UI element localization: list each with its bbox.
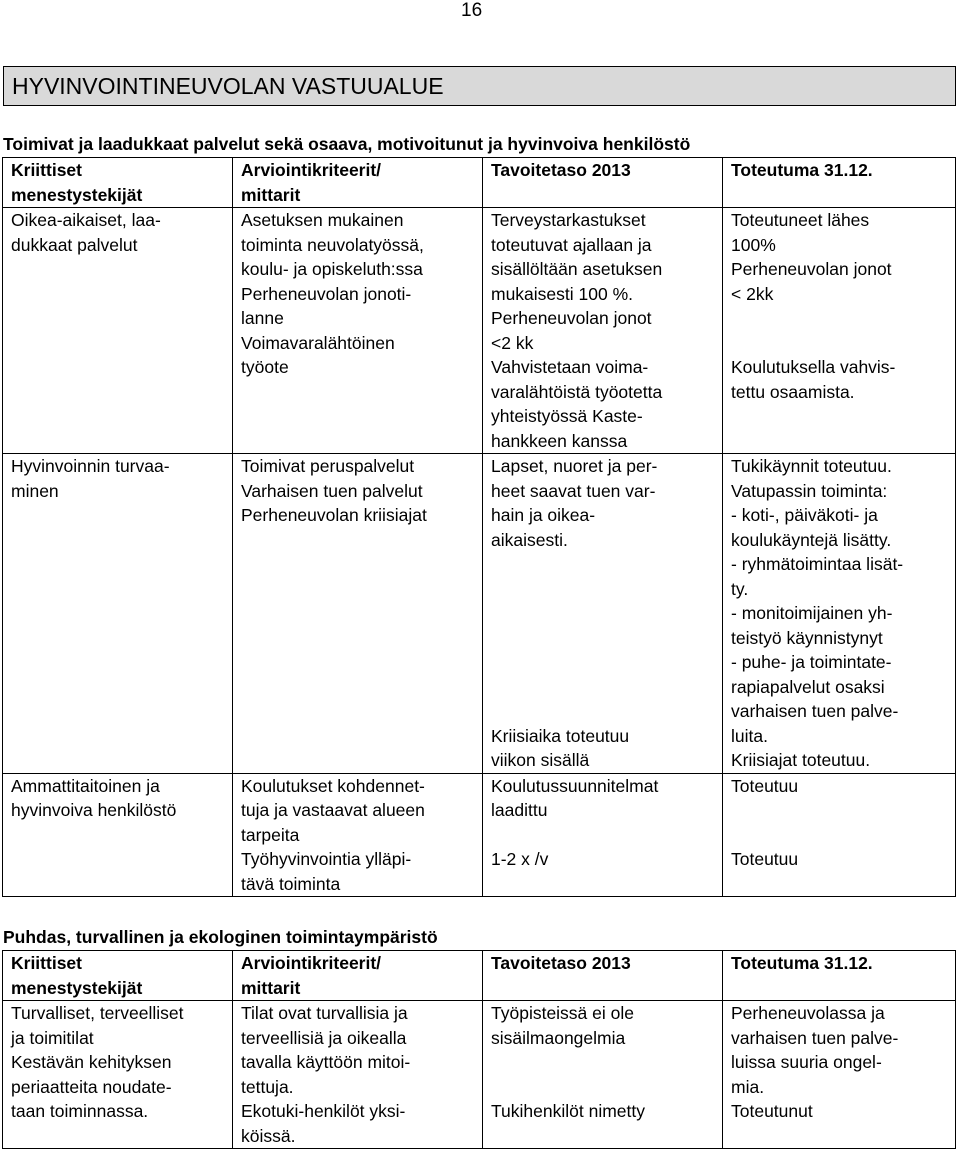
cell-line: Tavoitetaso 2013 [491, 953, 631, 973]
cell-line: Kriisiaika toteutuu [491, 725, 630, 746]
cell-line: Kriittiset [11, 160, 82, 180]
table-services [2, 157, 956, 897]
cell-criteria [233, 454, 483, 774]
cell-line: terveellisiä ja oikealla [241, 1027, 407, 1048]
cell-line: - koti-, päiväkoti- ja [731, 505, 878, 525]
cell-line: mukaisesti 100 %. [491, 283, 634, 304]
cell-line: periaatteita noudate- [11, 1076, 172, 1097]
cell-line: aikaisesti. [491, 529, 568, 550]
header-row [3, 158, 956, 208]
cell-outcome [723, 208, 956, 454]
table-row [3, 1001, 956, 1149]
cell-line: menestystekijät [11, 977, 143, 998]
cell-outcome [723, 1001, 956, 1149]
blank-line [491, 1075, 718, 1100]
cell-line: mittarit [241, 184, 301, 205]
cell-line: Tavoitetaso 2013 [491, 160, 631, 180]
table-row [3, 454, 956, 774]
cell-line: Perheneuvolassa ja [731, 1003, 885, 1023]
cell-line: ja toimitilat [11, 1027, 94, 1048]
cell-line: Oikea-aikaiset, laa- [11, 210, 161, 230]
cell-line: Toteutuu [731, 775, 799, 796]
blank-line [731, 798, 951, 823]
cell-line: Ekotuki-henkilöt yksi- [241, 1101, 406, 1121]
blank-line [731, 331, 951, 356]
cell-line: Arviointikriteerit/ [241, 953, 382, 973]
cell-line: - ryhmätoimintaa lisät- [731, 554, 904, 574]
header-outcome [723, 158, 956, 208]
cell-critical-factor [3, 454, 233, 774]
cell-line: Perheneuvolan kriisiajat [241, 505, 427, 525]
header-criteria [233, 158, 483, 208]
header-critical-factor [3, 951, 233, 1001]
cell-line: tettuja. [241, 1076, 294, 1097]
header-critical-factor [3, 158, 233, 208]
cell-line: Arviointikriteerit/ [241, 160, 382, 180]
header-outcome [723, 951, 956, 1001]
cell-line: yhteistyössä Kaste- [491, 406, 643, 426]
cell-line: Tukihenkilöt nimetty [491, 1101, 645, 1121]
cell-criteria [233, 208, 483, 454]
cell-line: koulukäyntejä lisätty. [731, 529, 892, 550]
cell-critical-factor [3, 208, 233, 454]
cell-line: Tukikäynnit toteutuu. [731, 456, 892, 476]
table-body [3, 951, 956, 1149]
cell-line: Hyvinvoinnin turvaa- [11, 456, 170, 476]
blank-line [491, 823, 718, 848]
table-row [3, 208, 956, 454]
blank-line [491, 601, 718, 626]
cell-line: Varhaisen tuen palvelut [241, 480, 423, 501]
cell-line: Toimivat peruspalvelut [241, 456, 415, 476]
cell-line: tettu osaamista. [731, 381, 855, 402]
page-number: 16 [461, 0, 483, 21]
cell-line: sisällöltään asetuksen [491, 259, 663, 279]
cell-line: Koulutuksella vahvis- [731, 357, 896, 377]
cell-line: hyvinvoiva henkilöstö [11, 800, 177, 820]
cell-critical-factor [3, 1001, 233, 1149]
cell-line: Toteutunut [731, 1101, 813, 1121]
cell-line: Voimavaralähtöinen [241, 332, 395, 353]
cell-line: rapiapalvelut osaksi [731, 676, 885, 697]
cell-line: taan toiminnassa. [11, 1101, 149, 1121]
cell-line: ty. [731, 578, 749, 599]
cell-line: 100% [731, 234, 776, 255]
table-body [3, 158, 956, 897]
cell-criteria [233, 773, 483, 897]
cell-line: - puhe- ja toimintate- [731, 652, 892, 672]
blank-line [491, 699, 718, 724]
cell-line: - monitoimijainen yh- [731, 603, 893, 623]
cell-line: Asetuksen mukainen [241, 210, 404, 230]
cell-line: tuja ja vastaavat alueen [241, 800, 425, 820]
cell-line: luissa suuria ongel- [731, 1052, 882, 1072]
cell-target-2013 [483, 773, 723, 897]
cell-line: tavalla käyttöön mitoi- [241, 1052, 411, 1072]
cell-line: luita. [731, 725, 768, 746]
cell-line: Kriisiajat toteutuu. [731, 750, 871, 770]
cell-line: viikon sisällä [491, 750, 590, 770]
cell-criteria [233, 1001, 483, 1149]
cell-line: 1-2 x /v [491, 849, 549, 869]
section-heading-environment: Puhdas, turvallinen ja ekologinen toimintaympäristö [3, 927, 438, 947]
cell-line: tävä toiminta [241, 873, 341, 894]
cell-line: toiminta neuvolatyössä, [241, 234, 424, 255]
cell-line: Vatupassin toiminta: [731, 480, 888, 501]
cell-target-2013 [483, 208, 723, 454]
cell-line: koulu- ja opiskeluth:ssa [241, 259, 423, 279]
cell-line: Toteutuu [731, 849, 799, 869]
blank-line [491, 626, 718, 651]
cell-outcome [723, 454, 956, 774]
cell-line: Työpisteissä ei ole [491, 1003, 634, 1023]
cell-line: Työhyvinvointia ylläpi- [241, 849, 412, 869]
cell-line: köissä. [241, 1125, 296, 1146]
blank-line [731, 306, 951, 331]
page-title: HYVINVOINTINEUVOLAN VASTUUALUE [12, 73, 444, 99]
cell-line: varalähtöistä työotetta [491, 381, 663, 402]
cell-line: Perheneuvolan jonoti- [241, 283, 412, 304]
blank-line [731, 823, 951, 848]
table-row [3, 773, 956, 897]
cell-line: Toteutuneet lähes [731, 210, 870, 230]
cell-line: heet saavat tuen var- [491, 480, 656, 501]
blank-line [491, 577, 718, 602]
header-target-2013 [483, 951, 723, 1001]
cell-line: mittarit [241, 977, 301, 998]
cell-line: Ammattitaitoinen ja [11, 775, 160, 796]
cell-line: Toteutuma 31.12. [731, 160, 873, 180]
cell-line: Kriittiset [11, 953, 82, 973]
cell-line: mia. [731, 1076, 765, 1097]
cell-target-2013 [483, 1001, 723, 1149]
cell-line: Kestävän kehityksen [11, 1052, 172, 1072]
cell-line: hain ja oikea- [491, 505, 596, 525]
cell-line: toteutuvat ajallaan ja [491, 234, 652, 255]
cell-line: minen [11, 480, 59, 501]
cell-line: Koulutussuunnitelmat [491, 775, 659, 796]
cell-line: < 2kk [731, 283, 774, 304]
cell-line: Perheneuvolan jonot [491, 308, 652, 328]
cell-target-2013 [483, 454, 723, 774]
table-environment [2, 950, 956, 1149]
cell-line: Koulutukset kohdennet- [241, 775, 425, 796]
cell-line: dukkaat palvelut [11, 234, 138, 255]
cell-line: menestystekijät [11, 184, 143, 205]
cell-line: varhaisen tuen palve- [731, 701, 899, 721]
header-row [3, 951, 956, 1001]
cell-line: työote [241, 357, 289, 377]
header-target-2013 [483, 158, 723, 208]
blank-line [491, 650, 718, 675]
cell-line: hankkeen kanssa [491, 430, 628, 451]
cell-line: Perheneuvolan jonot [731, 259, 892, 279]
blank-line [491, 552, 718, 577]
cell-line: sisäilmaongelmia [491, 1027, 626, 1048]
cell-line: <2 kk [491, 332, 534, 353]
cell-line: Terveystarkastukset [491, 210, 646, 230]
cell-line: Toteutuma 31.12. [731, 953, 873, 973]
blank-line [491, 1050, 718, 1075]
cell-line: Lapset, nuoret ja per- [491, 456, 658, 476]
header-criteria [233, 951, 483, 1001]
title-box [3, 66, 956, 106]
cell-outcome [723, 773, 956, 897]
cell-critical-factor [3, 773, 233, 897]
section-heading-services: Toimivat ja laadukkaat palvelut sekä osaava, motivoitunut ja hyvinvoiva henkilöstö [3, 134, 691, 154]
blank-line [491, 675, 718, 700]
cell-line: varhaisen tuen palve- [731, 1027, 899, 1048]
cell-line: Turvalliset, terveelliset [11, 1003, 184, 1023]
cell-line: Vahvistetaan voima- [491, 357, 649, 377]
cell-line: lanne [241, 308, 284, 328]
cell-line: teistyö käynnistynyt [731, 627, 883, 648]
cell-line: Tilat ovat turvallisia ja [241, 1003, 408, 1023]
cell-line: laadittu [491, 800, 548, 820]
cell-line: tarpeita [241, 824, 300, 845]
